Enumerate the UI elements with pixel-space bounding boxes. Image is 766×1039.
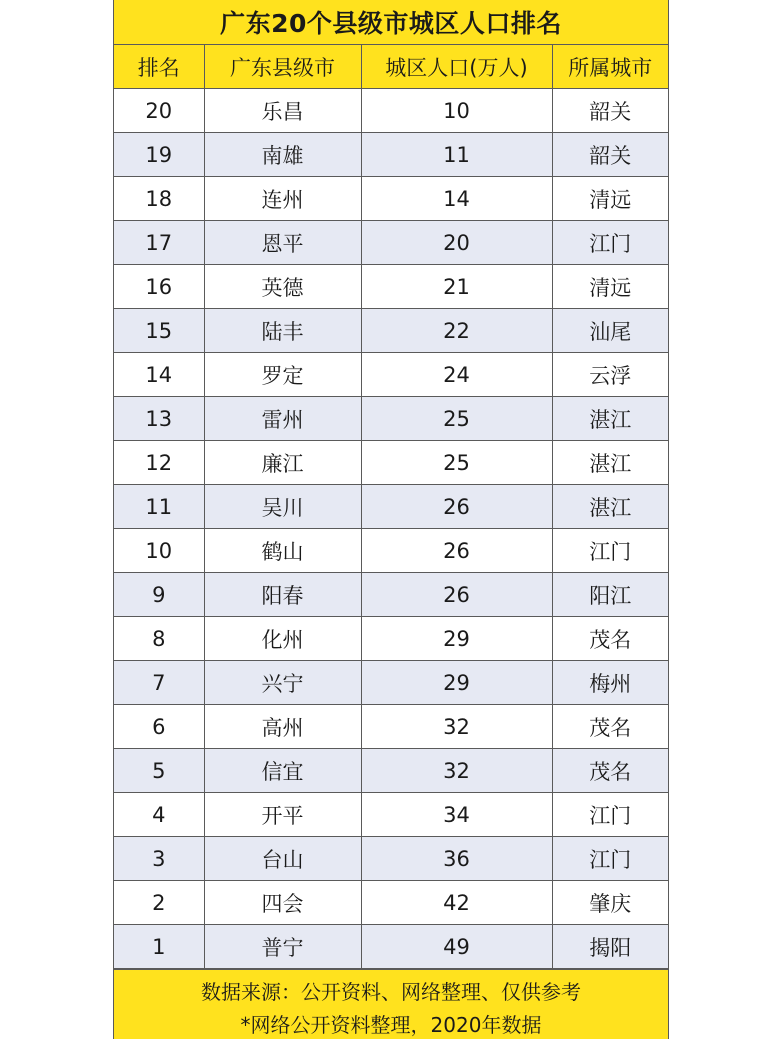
cell-rank: 16 <box>114 265 204 309</box>
cell-rank: 11 <box>114 485 204 529</box>
cell-population: 29 <box>361 617 552 661</box>
cell-population: 24 <box>361 353 552 397</box>
cell-prefecture: 湛江 <box>552 397 668 441</box>
cell-population: 26 <box>361 485 552 529</box>
cell-prefecture: 江门 <box>552 221 668 265</box>
cell-city: 吴川 <box>204 485 361 529</box>
cell-city: 信宜 <box>204 749 361 793</box>
header-row <box>114 45 668 89</box>
cell-rank: 3 <box>114 837 204 881</box>
cell-rank: 20 <box>114 89 204 133</box>
cell-prefecture: 茂名 <box>552 705 668 749</box>
table-row <box>114 133 668 177</box>
cell-city: 恩平 <box>204 221 361 265</box>
cell-population: 11 <box>361 133 552 177</box>
cell-prefecture: 茂名 <box>552 749 668 793</box>
cell-population: 49 <box>361 925 552 969</box>
table-row <box>114 837 668 881</box>
cell-rank: 7 <box>114 661 204 705</box>
cell-rank: 19 <box>114 133 204 177</box>
cell-city: 连州 <box>204 177 361 221</box>
table-row <box>114 573 668 617</box>
cell-prefecture: 云浮 <box>552 353 668 397</box>
cell-rank: 15 <box>114 309 204 353</box>
cell-population: 32 <box>361 705 552 749</box>
cell-prefecture: 清远 <box>552 177 668 221</box>
table-row <box>114 441 668 485</box>
header-city: 广东县级市 <box>204 45 361 89</box>
cell-rank: 14 <box>114 353 204 397</box>
cell-prefecture: 肇庆 <box>552 881 668 925</box>
cell-city: 英德 <box>204 265 361 309</box>
cell-rank: 5 <box>114 749 204 793</box>
cell-city: 乐昌 <box>204 89 361 133</box>
table-row <box>114 485 668 529</box>
source-note: 数据来源：公开资料、网络整理、仅供参考 <box>201 980 581 1004</box>
header-prefecture: 所属城市 <box>552 45 668 89</box>
cell-rank: 8 <box>114 617 204 661</box>
cell-rank: 10 <box>114 529 204 573</box>
cell-prefecture: 阳江 <box>552 573 668 617</box>
cell-population: 26 <box>361 529 552 573</box>
ranking-table <box>114 45 668 969</box>
cell-city: 南雄 <box>204 133 361 177</box>
cell-city: 高州 <box>204 705 361 749</box>
cell-population: 34 <box>361 793 552 837</box>
cell-prefecture: 江门 <box>552 837 668 881</box>
cell-population: 20 <box>361 221 552 265</box>
ranking-sheet <box>113 0 669 1039</box>
table-row <box>114 925 668 969</box>
cell-rank: 12 <box>114 441 204 485</box>
table-header <box>114 45 668 89</box>
cell-city: 普宁 <box>204 925 361 969</box>
cell-population: 14 <box>361 177 552 221</box>
table-row <box>114 705 668 749</box>
cell-prefecture: 茂名 <box>552 617 668 661</box>
cell-city: 陆丰 <box>204 309 361 353</box>
cell-city: 台山 <box>204 837 361 881</box>
header-rank: 排名 <box>114 45 204 89</box>
cell-prefecture: 韶关 <box>552 89 668 133</box>
cell-prefecture: 湛江 <box>552 441 668 485</box>
cell-rank: 2 <box>114 881 204 925</box>
cell-rank: 17 <box>114 221 204 265</box>
table-row <box>114 749 668 793</box>
cell-prefecture: 汕尾 <box>552 309 668 353</box>
table-row <box>114 177 668 221</box>
cell-city: 化州 <box>204 617 361 661</box>
cell-prefecture: 揭阳 <box>552 925 668 969</box>
table-row <box>114 265 668 309</box>
table-row <box>114 881 668 925</box>
cell-population: 36 <box>361 837 552 881</box>
table-row <box>114 397 668 441</box>
cell-city: 鹤山 <box>204 529 361 573</box>
cell-city: 四会 <box>204 881 361 925</box>
cell-population: 29 <box>361 661 552 705</box>
cell-population: 21 <box>361 265 552 309</box>
cell-prefecture: 清远 <box>552 265 668 309</box>
table-row <box>114 793 668 837</box>
table-row <box>114 353 668 397</box>
cell-population: 32 <box>361 749 552 793</box>
cell-population: 25 <box>361 441 552 485</box>
cell-rank: 13 <box>114 397 204 441</box>
table-row <box>114 221 668 265</box>
cell-rank: 6 <box>114 705 204 749</box>
cell-prefecture: 梅州 <box>552 661 668 705</box>
table-row <box>114 309 668 353</box>
cell-rank: 4 <box>114 793 204 837</box>
cell-population: 10 <box>361 89 552 133</box>
cell-city: 雷州 <box>204 397 361 441</box>
cell-population: 26 <box>361 573 552 617</box>
cell-city: 开平 <box>204 793 361 837</box>
table-body <box>114 89 668 969</box>
cell-city: 阳春 <box>204 573 361 617</box>
table-row <box>114 661 668 705</box>
cell-prefecture: 湛江 <box>552 485 668 529</box>
cell-rank: 9 <box>114 573 204 617</box>
source-footer <box>114 969 668 1039</box>
table-row <box>114 529 668 573</box>
cell-population: 25 <box>361 397 552 441</box>
table-title: 广东20个县级市城区人口排名 <box>114 0 668 45</box>
table-row <box>114 617 668 661</box>
cell-population: 22 <box>361 309 552 353</box>
cell-rank: 1 <box>114 925 204 969</box>
data-year-note: *网络公开资料整理，2020年数据 <box>240 1013 542 1037</box>
cell-city: 罗定 <box>204 353 361 397</box>
table-row <box>114 89 668 133</box>
cell-prefecture: 江门 <box>552 793 668 837</box>
cell-city: 廉江 <box>204 441 361 485</box>
cell-prefecture: 江门 <box>552 529 668 573</box>
header-population: 城区人口(万人) <box>361 45 552 89</box>
cell-rank: 18 <box>114 177 204 221</box>
cell-city: 兴宁 <box>204 661 361 705</box>
cell-prefecture: 韶关 <box>552 133 668 177</box>
cell-population: 42 <box>361 881 552 925</box>
